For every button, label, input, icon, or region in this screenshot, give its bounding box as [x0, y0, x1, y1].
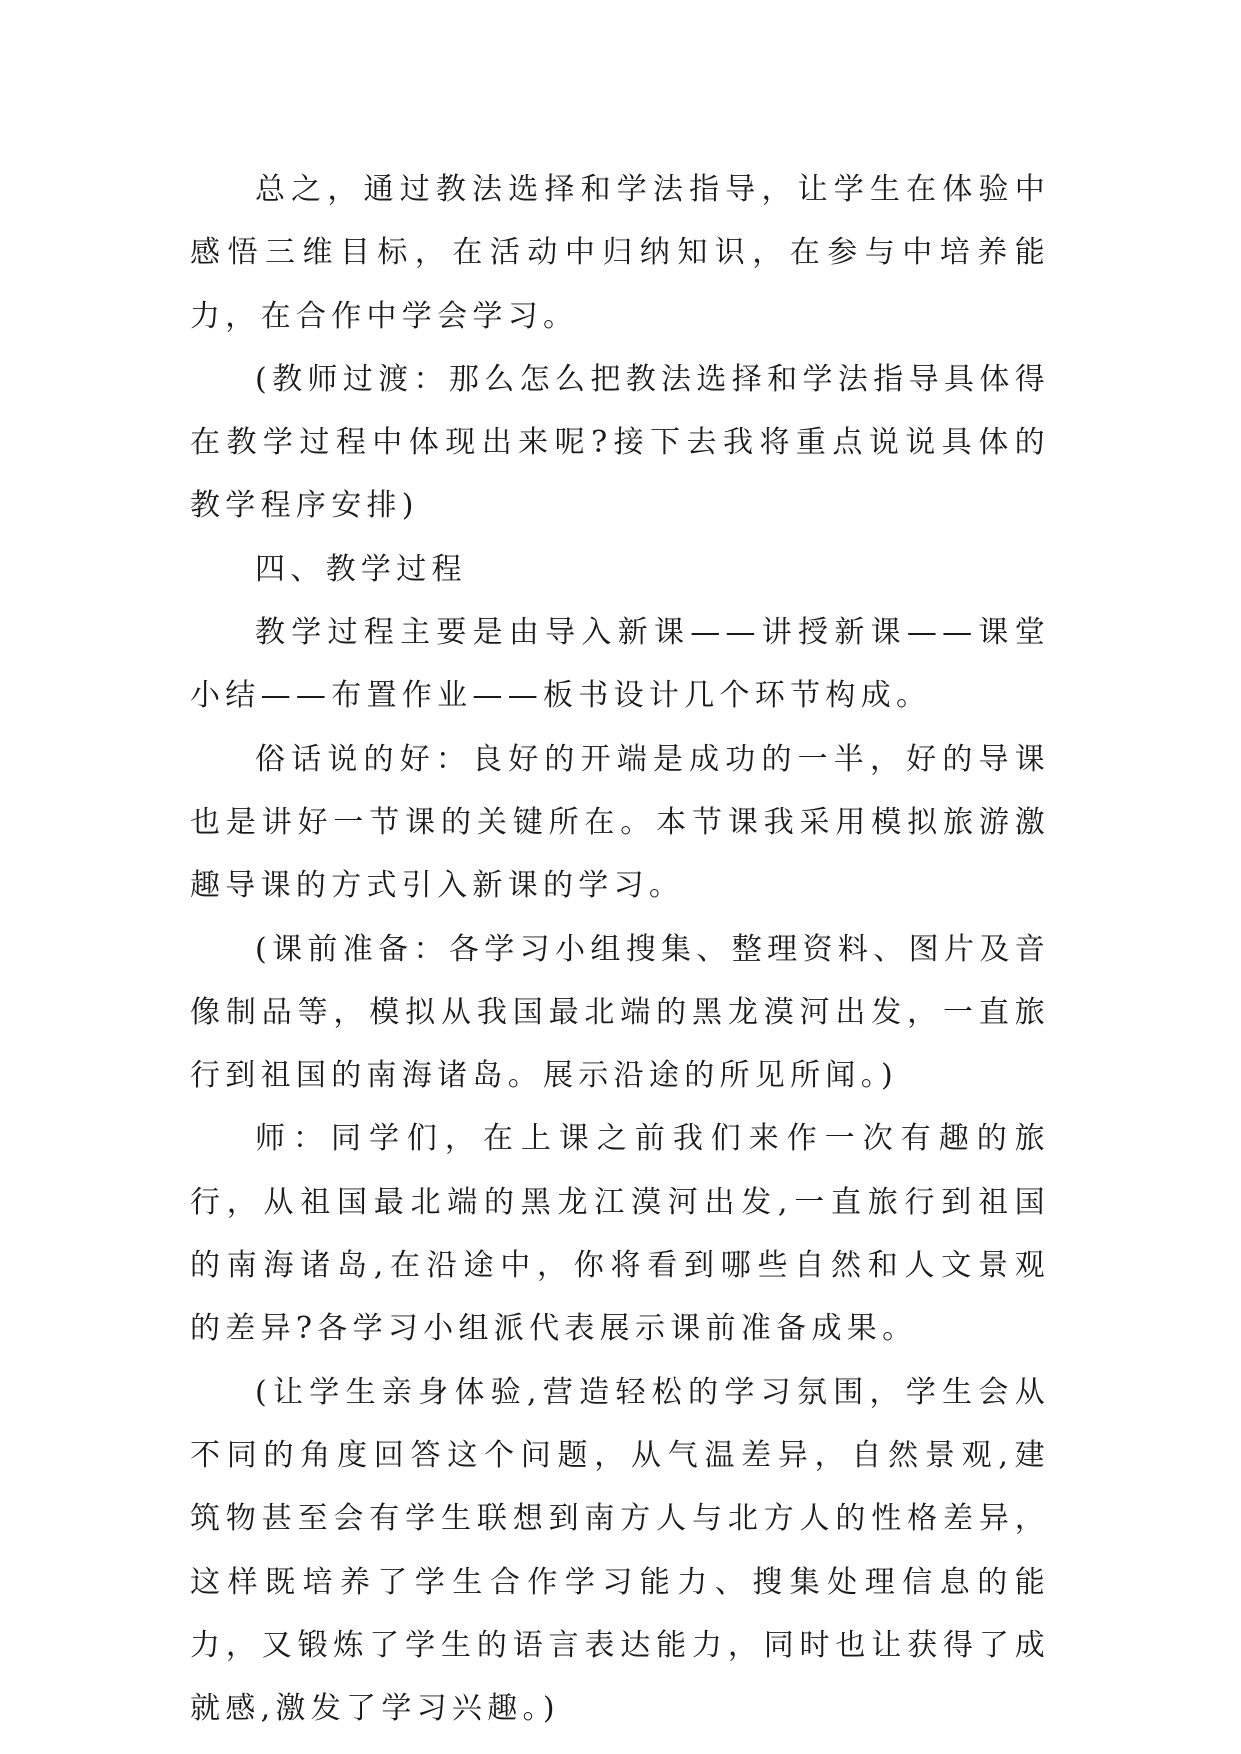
paragraph-teacher-speech: 师：同学们，在上课之前我们来作一次有趣的旅行，从祖国最北端的黑龙江漠河出发,一直旅行到祖国的南海诸岛,在沿途中，你将看到哪些自然和人文景观的差异?各学习小组派代表展示课前准备成果。: [190, 1121, 1050, 1347]
document-body: [190, 158, 1050, 1740]
paragraph-preparation: (课前准备：各学习小组搜集、整理资料、图片及音像制品等，模拟从我国最北端的黑龙漠河出发，一直旅行到祖国的南海诸岛。展示沿途的所见所闻。): [190, 931, 1050, 1094]
paragraph-process-overview: 教学过程主要是由导入新课——讲授新课——课堂小结——布置作业——板书设计几个环节构成。: [190, 615, 1050, 714]
paragraph-teacher-transition: (教师过渡：那么怎么把教法选择和学法指导具体得在教学过程中体现出来呢?接下去我将重点说说具体的教学程序安排): [190, 361, 1050, 524]
paragraph-lesson-introduction: 俗话说的好：良好的开端是成功的一半，好的导课也是讲好一节课的关键所在。本节课我采用模拟旅游激趣导课的方式引入新课的学习。: [190, 741, 1050, 904]
paragraph-summary: 总之，通过教法选择和学法指导，让学生在体验中感悟三维目标，在活动中归纳知识，在参与中培养能力，在合作中学会学习。: [190, 172, 1050, 334]
paragraph-student-experience: (让学生亲身体验,营造轻松的学习氛围，学生会从不同的角度回答这个问题，从气温差异，自然景观,建筑物甚至会有学生联想到南方人与北方人的性格差异，这样既培养了学生合作学习能力、搜集处理信息的能力，又锻炼了学生的语言表达能力，同时也让获得了成就感,激发了学习兴趣。): [190, 1374, 1050, 1727]
section-heading-teaching-process: 四、教学过程: [255, 551, 467, 587]
